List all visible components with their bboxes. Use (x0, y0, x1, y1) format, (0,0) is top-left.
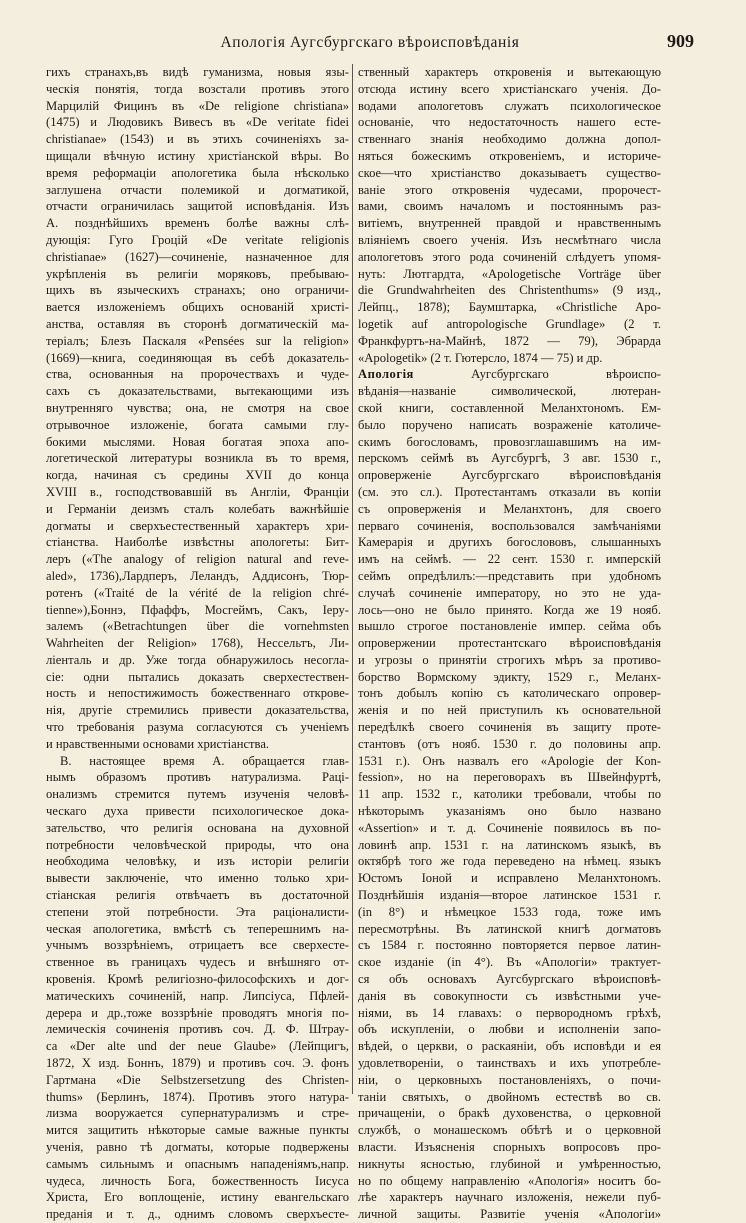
text-line: christianae» (1627)—сочиненіе, назначенное для (46, 249, 349, 264)
text-line: догматы и сверхъестественный характеръ хри- (46, 518, 349, 533)
text-line: время реформаціи апологетика была нѣсколько (46, 165, 349, 180)
text-line: са «Der alte und der neue Glaube» (Лейпцигъ, (46, 1039, 349, 1054)
text-line: Франкфуртъ-на-Майнѣ, 1872 — 79), Эбрарда (358, 333, 661, 348)
text-line: но по общему направленію «Апологія» носитъ бо- (358, 1173, 661, 1188)
text-line: женія и по ней приступилъ къ основательной (358, 703, 661, 718)
text-line: die Grundwahrheiten des Christenthums» (9 изд., (358, 283, 661, 298)
text-line: вается изложеніемъ общихъ основаній христі- (46, 300, 349, 315)
text-line: ваніе этого откровенія чудесами, пророчест- (358, 182, 661, 197)
text-line: заглушена отчасти полемикой и догматикой, (46, 182, 349, 197)
text-line: ческаго духа привести психологическое дока- (46, 804, 349, 819)
entry-headword: Апологія (358, 367, 414, 382)
text-line: перваго сочиненія, воспользовался замѣчаніями (358, 518, 661, 533)
text-line: бокими мыслями. Новая богатая эпоха апо- (46, 434, 349, 449)
text-line: Христа, Его воплощеніе, истину евангельскаго (46, 1190, 349, 1205)
text-line: ніи, о церковныхъ постановленіяхъ, о почи- (358, 1072, 661, 1087)
text-line: (см. это сл.). Протестантамъ отказали въ копіи (358, 484, 661, 499)
text-line: ской книги, составленной Меланхтономъ. Ем- (358, 400, 661, 415)
text-line: основаніе, что недостаточность нашего есте- (358, 115, 661, 130)
text-line: пересмотрѣны. Въ латинской книгѣ догматовъ (358, 921, 661, 936)
text-line: нѣкоторымъ указаніямъ оно было названо (358, 804, 661, 819)
text-line: вѣдей, о церкви, о раскаяніи, объ исповѣди и ея (358, 1039, 661, 1054)
text-line: и угрозы о принятіи строгихъ мѣръ за противо- (358, 652, 661, 667)
text-line: матическихъ сочиненій, напр. Липсіуса, Пфлей- (46, 988, 349, 1003)
text-line: щихъ въ языческихъ странахъ; оно ограничи- (46, 283, 349, 298)
text-line: залемъ («Betrachtungen über die vornehmsten (46, 619, 349, 634)
text-line: Гартмана «Die Selbstzersetzung des Christen- (46, 1072, 349, 1087)
text-line: съ опроверженія и Меланхтонъ, для своего (358, 501, 661, 516)
text-line: Wahrheiten der Religion» 1768), Нессельтъ, Ли- (46, 636, 349, 651)
text-line: Позднѣйшія изданія—второе латинское 1531 г. (358, 888, 661, 903)
text-line: «Apologetik» (2 т. Гютерсло, 1874 — 75) и др. (358, 350, 603, 365)
text-line: щищали вѣчную истину христіанской вѣры. Во (46, 148, 349, 163)
text-line: апологетовъ этого рода сочиненій слѣдуетъ упомя- (358, 249, 661, 264)
text-line: ловинѣ апр. 1531 г. на латинскомъ языкѣ, въ (358, 837, 661, 852)
text-line: А. позднѣйшихъ временъ болѣе важны слѣ- (46, 216, 349, 231)
text-line: XVIII в., господствовавшій въ Англіи, Франціи (46, 484, 349, 499)
text-line: лизма вооружается супернатурализмъ и стре- (46, 1106, 349, 1121)
text-line: службѣ, о монашескомъ обѣтѣ и о церковной (358, 1123, 661, 1138)
text-line: ческая апологетика, вмѣстѣ съ теперешнимъ на- (46, 921, 349, 936)
text-line: 1872, X изд. Боннъ, 1879) и противъ соч. Э. фонъ (46, 1056, 349, 1071)
column-divider (352, 64, 353, 1094)
text-line: кровенія. Кромѣ религіозно-философскихъ и дог- (46, 972, 349, 987)
text-line: 1531 г.). Онъ назвалъ его «Apologie der Kon- (358, 753, 661, 768)
text-line: ское изданіе (in 4°). Въ «Апологіи» трактует- (358, 955, 661, 970)
text-line: стантовъ (отъ нояб. 1530 г. до половины апр. (358, 736, 661, 751)
text-line (358, 366, 661, 383)
text-line: съ 1584 г. постоянно повторяется первое латин- (358, 938, 661, 953)
text-line: зательство, что религія основана на духовной (46, 820, 349, 835)
text-line: ность и непостижимость божественнаго открове- (46, 686, 349, 701)
text-line: стіанства. Наиболѣе извѣстны апологеты: Бит- (46, 535, 349, 550)
text-line: 11 апр. 1532 г., католики требовали, чтобы по (358, 787, 661, 802)
text-line: (in 8°) и нѣмецкое 1533 года, тоже имъ (358, 904, 661, 919)
text-line: гихъ странахъ,въ видѣ гуманизма, новыя язы- (46, 65, 349, 79)
text-line: власти. Изъясненія спорныхъ вопросовъ про- (358, 1140, 661, 1154)
text-line: удовлетвореніи, о таинствахъ и ихъ употребле- (358, 1056, 661, 1071)
text-line: когда, начиная съ средины XVII до конца (46, 468, 349, 483)
text-line: ства, основанныя на пророчествахъ и чуде- (46, 367, 349, 382)
text-line: ся объ основахъ Аугсбургскаго вѣроисповѣ- (358, 972, 661, 987)
text-line: личной защиты. Развитіе ученія «Апологіи» (358, 1207, 661, 1222)
text-line: ческія понятія, тогда возстали противъ этого (46, 81, 349, 96)
text-line: сахъ съ доказательствами, вытекающими изъ (46, 384, 349, 399)
text-line: внутренняго чувства; она, не смотря на свое (46, 400, 349, 415)
text-line: вышло строгое постановленіе импер. сейма объ (358, 619, 661, 634)
text-line: Камерарія и другихъ богослововъ, слышанныхъ (358, 535, 661, 550)
text-line: таніи святыхъ, о двойномъ естествѣ во св. (358, 1089, 661, 1104)
text-line: было поручено написать возраженіе католиче- (358, 417, 661, 432)
text-line: aled», 1736),Лардперъ, Леландъ, Аддисонъ, Тюр- (46, 568, 349, 583)
text-line: нуть: Лютгардта, «Apologetische Vorträge über (358, 266, 661, 281)
text-line: борство Вормскому эдикту, 1529 г., Меланх- (358, 669, 661, 684)
text-line: перскомъ сеймѣ въ Аугсбургѣ, 3 авг. 1530 г., (358, 451, 661, 466)
text-line: ственное въ границахъ чудесъ и внѣшняго от- (46, 955, 349, 970)
text-line: лѣе характеръ научнаго изложенія, нежели пуб- (358, 1190, 661, 1205)
text-line: (1669)—книга, соединяющая въ себѣ доказатель- (46, 350, 349, 365)
text-line: fession», но на переговорахъ въ Швейнфуртѣ, (358, 770, 661, 785)
text-line: причащеніи, о бракѣ духовенства, о церковной (358, 1106, 661, 1121)
text-line: отсюда истину всего христіанскаго ученія. До- (358, 81, 661, 96)
text-line: вами, своимъ началомъ и постояннымъ раз- (358, 199, 661, 214)
text-line: логетической литературы возникла въ то время, (46, 451, 349, 466)
text-line: потребности человѣческой природы, что она (46, 837, 349, 852)
text-line: объ искупленіи, о любви и исполненіи запо- (358, 1022, 661, 1037)
text-line: онализмъ стремится путемъ изученія человѣ- (46, 787, 349, 802)
text-line: сіе: одни пытались доказать сверхестествен- (46, 669, 349, 684)
text-line: леръ («The analogy of religion natural and reve- (46, 552, 349, 567)
text-line: витіемъ, внутренней правдой и нравственнымъ (358, 216, 661, 231)
text-line: чудеса, личность Бога, божественность Іисуса (46, 1173, 349, 1188)
text-line: ротенъ («Traité de la vérité de la religion chré- (46, 585, 349, 600)
text-line-content: Аугсбургскаго вѣроиспо- (413, 367, 661, 382)
text-line: теріалъ; Блезъ Паскаля «Pensées sur la religion» (46, 333, 349, 348)
text-line: сеймъ опредѣлилъ:—представить при удобномъ (358, 568, 661, 583)
text-line: вліяніемъ своего ученія. Изъ несмѣтнаго числа (358, 232, 661, 247)
text-line: самымъ сильнымъ и опаснымъ нападеніямъ,напр. (46, 1156, 349, 1171)
text-line: преданія и т. д., однимъ словомъ сверхъесте- (46, 1207, 349, 1222)
text-line: никнуты ясностью, глубиной и умѣренностью, (358, 1156, 661, 1171)
text-line: необходима человѣку, и изъ исторіи религіи (46, 854, 349, 869)
text-line: имъ на сеймѣ. — 22 сент. 1530 г. имперскій (358, 552, 661, 567)
text-line: степени этой потребности. Эта раціоналисти- (46, 904, 349, 919)
text-line: «Assertion» и т. д. Сочиненіе появилось въ по- (358, 820, 661, 835)
text-line: ственнаго знанія необходимо должна допол- (358, 132, 661, 147)
text-line: стіанская религія отвѣчаетъ въ достаточной (46, 888, 349, 903)
text-line: Юстомъ Іоной и исправлено Меланхтономъ. (358, 871, 661, 886)
text-line: tienne»),Боннэ, Пфаффъ, Мосгеймъ, Сакъ, Іеру- (46, 602, 349, 617)
text-line: опроверженіе Аугсбургскаго вѣроисповѣданія (358, 468, 661, 483)
text-line: что требованія разума согласуются съ ученіемъ (46, 720, 349, 735)
text-line: случаѣ сочиненіе императору, но это не уда- (358, 585, 661, 600)
text-line: дерера и др.,тоже воззрѣніе проводятъ многія по- (46, 1005, 349, 1020)
page-number: 909 (667, 31, 694, 51)
text-line: нія, другіе стремились привести доказательства, (46, 703, 349, 718)
text-line: вѣданія—названіе символической, лютеран- (358, 384, 661, 399)
text-line: октябрѣ того же года переведено на нѣмец. языкъ (358, 854, 661, 869)
text-line: передѣлкѣ своего сочиненія въ защиту проте- (358, 720, 661, 735)
text-line: укрѣпленія въ религіи моряковъ, пребываю- (46, 266, 349, 281)
text-line: ственный характеръ откровенія и вытекающую (358, 65, 661, 79)
text-line: отрывочное изложеніе, богата самыми глу- (46, 417, 349, 432)
text-line: Лейпц., 1878); Баумштарка, «Christliche Apo- (358, 300, 661, 315)
text-line: лось—оно не было принято. Когда же 19 нояб. (358, 602, 661, 617)
text-line: (1475) и Людовикъ Вивесъ въ «De veritate fidei (46, 115, 349, 130)
text-line: вывести заключеніе, что именно только хри- (46, 871, 349, 886)
text-line: лемическія сочиненія противъ соч. Д. Ф. Штрау- (46, 1022, 349, 1037)
text-line: анства, оставляя въ сторонѣ догматическій ма- (46, 316, 349, 331)
text-line: мится защитить нѣкоторые самые важные пункты (46, 1123, 349, 1138)
text-line: logetik auf antropologische Grundlage» (2 т. (358, 316, 661, 331)
text-line: данія въ совокупности съ извѣстными уче- (358, 988, 661, 1003)
text-line: ское—что христіанство доказываетъ существо- (358, 165, 661, 180)
text-line: скимъ богословамъ, провозглашавшимъ на им- (358, 434, 661, 449)
right-column (358, 64, 661, 1223)
text-line: тонъ добылъ копію съ католическаго опровер- (358, 686, 661, 701)
text-line: водами апологетовъ служатъ психологическое (358, 98, 661, 113)
text-line: christianae» (1543) и въ этихъ сочиненіяхъ за- (46, 132, 349, 147)
text-line: и Германіи деизмъ сталъ колебать важнѣйшіе (46, 501, 349, 516)
text-line: опровержении протестантскаго вѣроисповѣданія (358, 636, 661, 651)
text-line: ліенталь и др. Уже тогда обнаружилось несогла- (46, 652, 349, 667)
text-line: В. настоящее время А. обращается глав- (60, 753, 349, 768)
text-line: Марцилій Фицинъ въ «De religione christiana» (46, 98, 349, 113)
text-line: ученія, равно тѣ догматы, которые подвержены (46, 1140, 349, 1154)
text-line: ніями, въ 14 главахъ: о первородномъ грѣхѣ, (358, 1005, 661, 1020)
text-line: учнымъ воззрѣніемъ, отрицаетъ все сверхесте- (46, 938, 349, 953)
text-line: отчасти ограничилась защитой исповѣданія. Изъ (46, 199, 349, 214)
text-line: thums» (Берлинъ, 1874). Противъ этого натура- (46, 1089, 349, 1104)
text-line: дующія: Гуго Гроцій «De veritate religionis (46, 232, 349, 247)
left-column (46, 64, 349, 1223)
text-line: и нравственными основами христіанства. (46, 736, 270, 751)
text-line: нымъ образомъ противъ натурализма. Раці- (46, 770, 349, 785)
text-line: няться божескимъ откровеніемъ, и историче- (358, 148, 661, 163)
running-header-title: Апологія Аугсбургскаго вѣроисповѣданія (220, 34, 520, 51)
